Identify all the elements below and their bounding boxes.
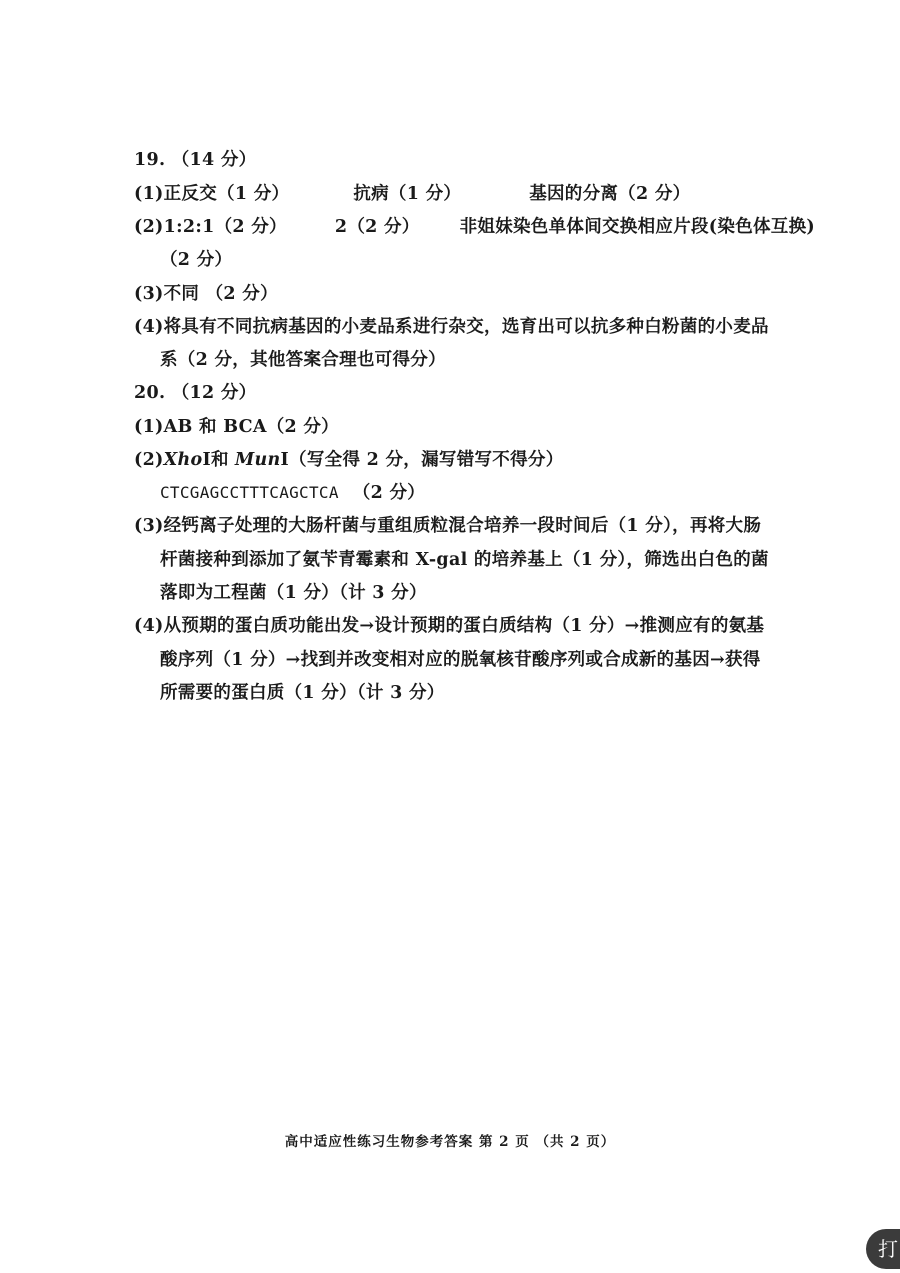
q19-part1-a: (1)正反交（1 分）: [134, 184, 290, 204]
q19-part4-line1: (4)将具有不同抗病基因的小麦品系进行杂交，选育出可以抗多种白粉菌的小麦品: [134, 317, 769, 337]
q20-enzyme-mun: Mun: [234, 450, 281, 470]
q19-part2-b: 2（2 分）: [334, 217, 420, 237]
q19-title: 19. （14 分）: [134, 150, 257, 170]
q20-part4-line1: (4)从预期的蛋白质功能出发→设计预期的蛋白质结构（1 分）→推测应有的氨基: [134, 616, 765, 636]
q20-part2-prefix: (2): [134, 450, 164, 470]
q20-enzyme-xho-roman: Ⅰ: [202, 450, 212, 470]
q19-part3: (3)不同 （2 分）: [134, 284, 278, 304]
q20-and: 和: [211, 450, 229, 470]
q20-part4-line3: 所需要的蛋白质（1 分）（计 3 分）: [160, 683, 445, 703]
q19-part2-c: 非姐妹染色单体间交换相应片段(染色体互换): [459, 217, 815, 237]
page-footer: 高中适应性练习生物参考答案 第 2 页 （共 2 页）: [284, 1134, 616, 1150]
q19-part2-score: （2 分）: [160, 250, 233, 270]
q19-part1: [134, 186, 690, 204]
q20-part4-line2: 酸序列（1 分）→找到并改变相对应的脱氧核苷酸序列或合成新的基因→获得: [160, 650, 761, 670]
q19-part2: [134, 219, 815, 237]
q20-part2-rest: （写全得 2 分，漏写错写不得分）: [289, 450, 564, 470]
q20-part2-sequence-line: [160, 485, 425, 503]
print-float-button[interactable]: 打: [866, 1229, 900, 1269]
q20-part1: (1)AB 和 BCA（2 分）: [134, 417, 339, 437]
q20-part3-line1: (3)经钙离子处理的大肠杆菌与重组质粒混合培养一段时间后（1 分），再将大肠: [134, 516, 762, 536]
q20-title: 20. （12 分）: [134, 383, 257, 403]
q20-enzyme-xho: Xho: [163, 450, 203, 470]
q19-part1-c: 基因的分离（2 分）: [529, 184, 691, 204]
q19-part4-line2: 系（2 分，其他答案合理也可得分）: [160, 350, 446, 370]
q20-enzyme-mun-roman: Ⅰ: [280, 450, 290, 470]
q20-part3-line2: 杆菌接种到添加了氨苄青霉素和 X-gal 的培养基上（1 分），筛选出白色的菌: [160, 550, 769, 570]
q20-sequence: CTCGAGCCTTTCAGCTCA: [160, 483, 339, 502]
q20-part3-line3: 落即为工程菌（1 分）（计 3 分）: [160, 583, 427, 603]
q19-part1-b: 抗病（1 分）: [353, 184, 462, 204]
q20-sequence-score: （2 分）: [352, 483, 426, 503]
q19-part2-a: (2)1:2:1（2 分）: [134, 217, 287, 237]
q20-part2: [134, 452, 564, 470]
